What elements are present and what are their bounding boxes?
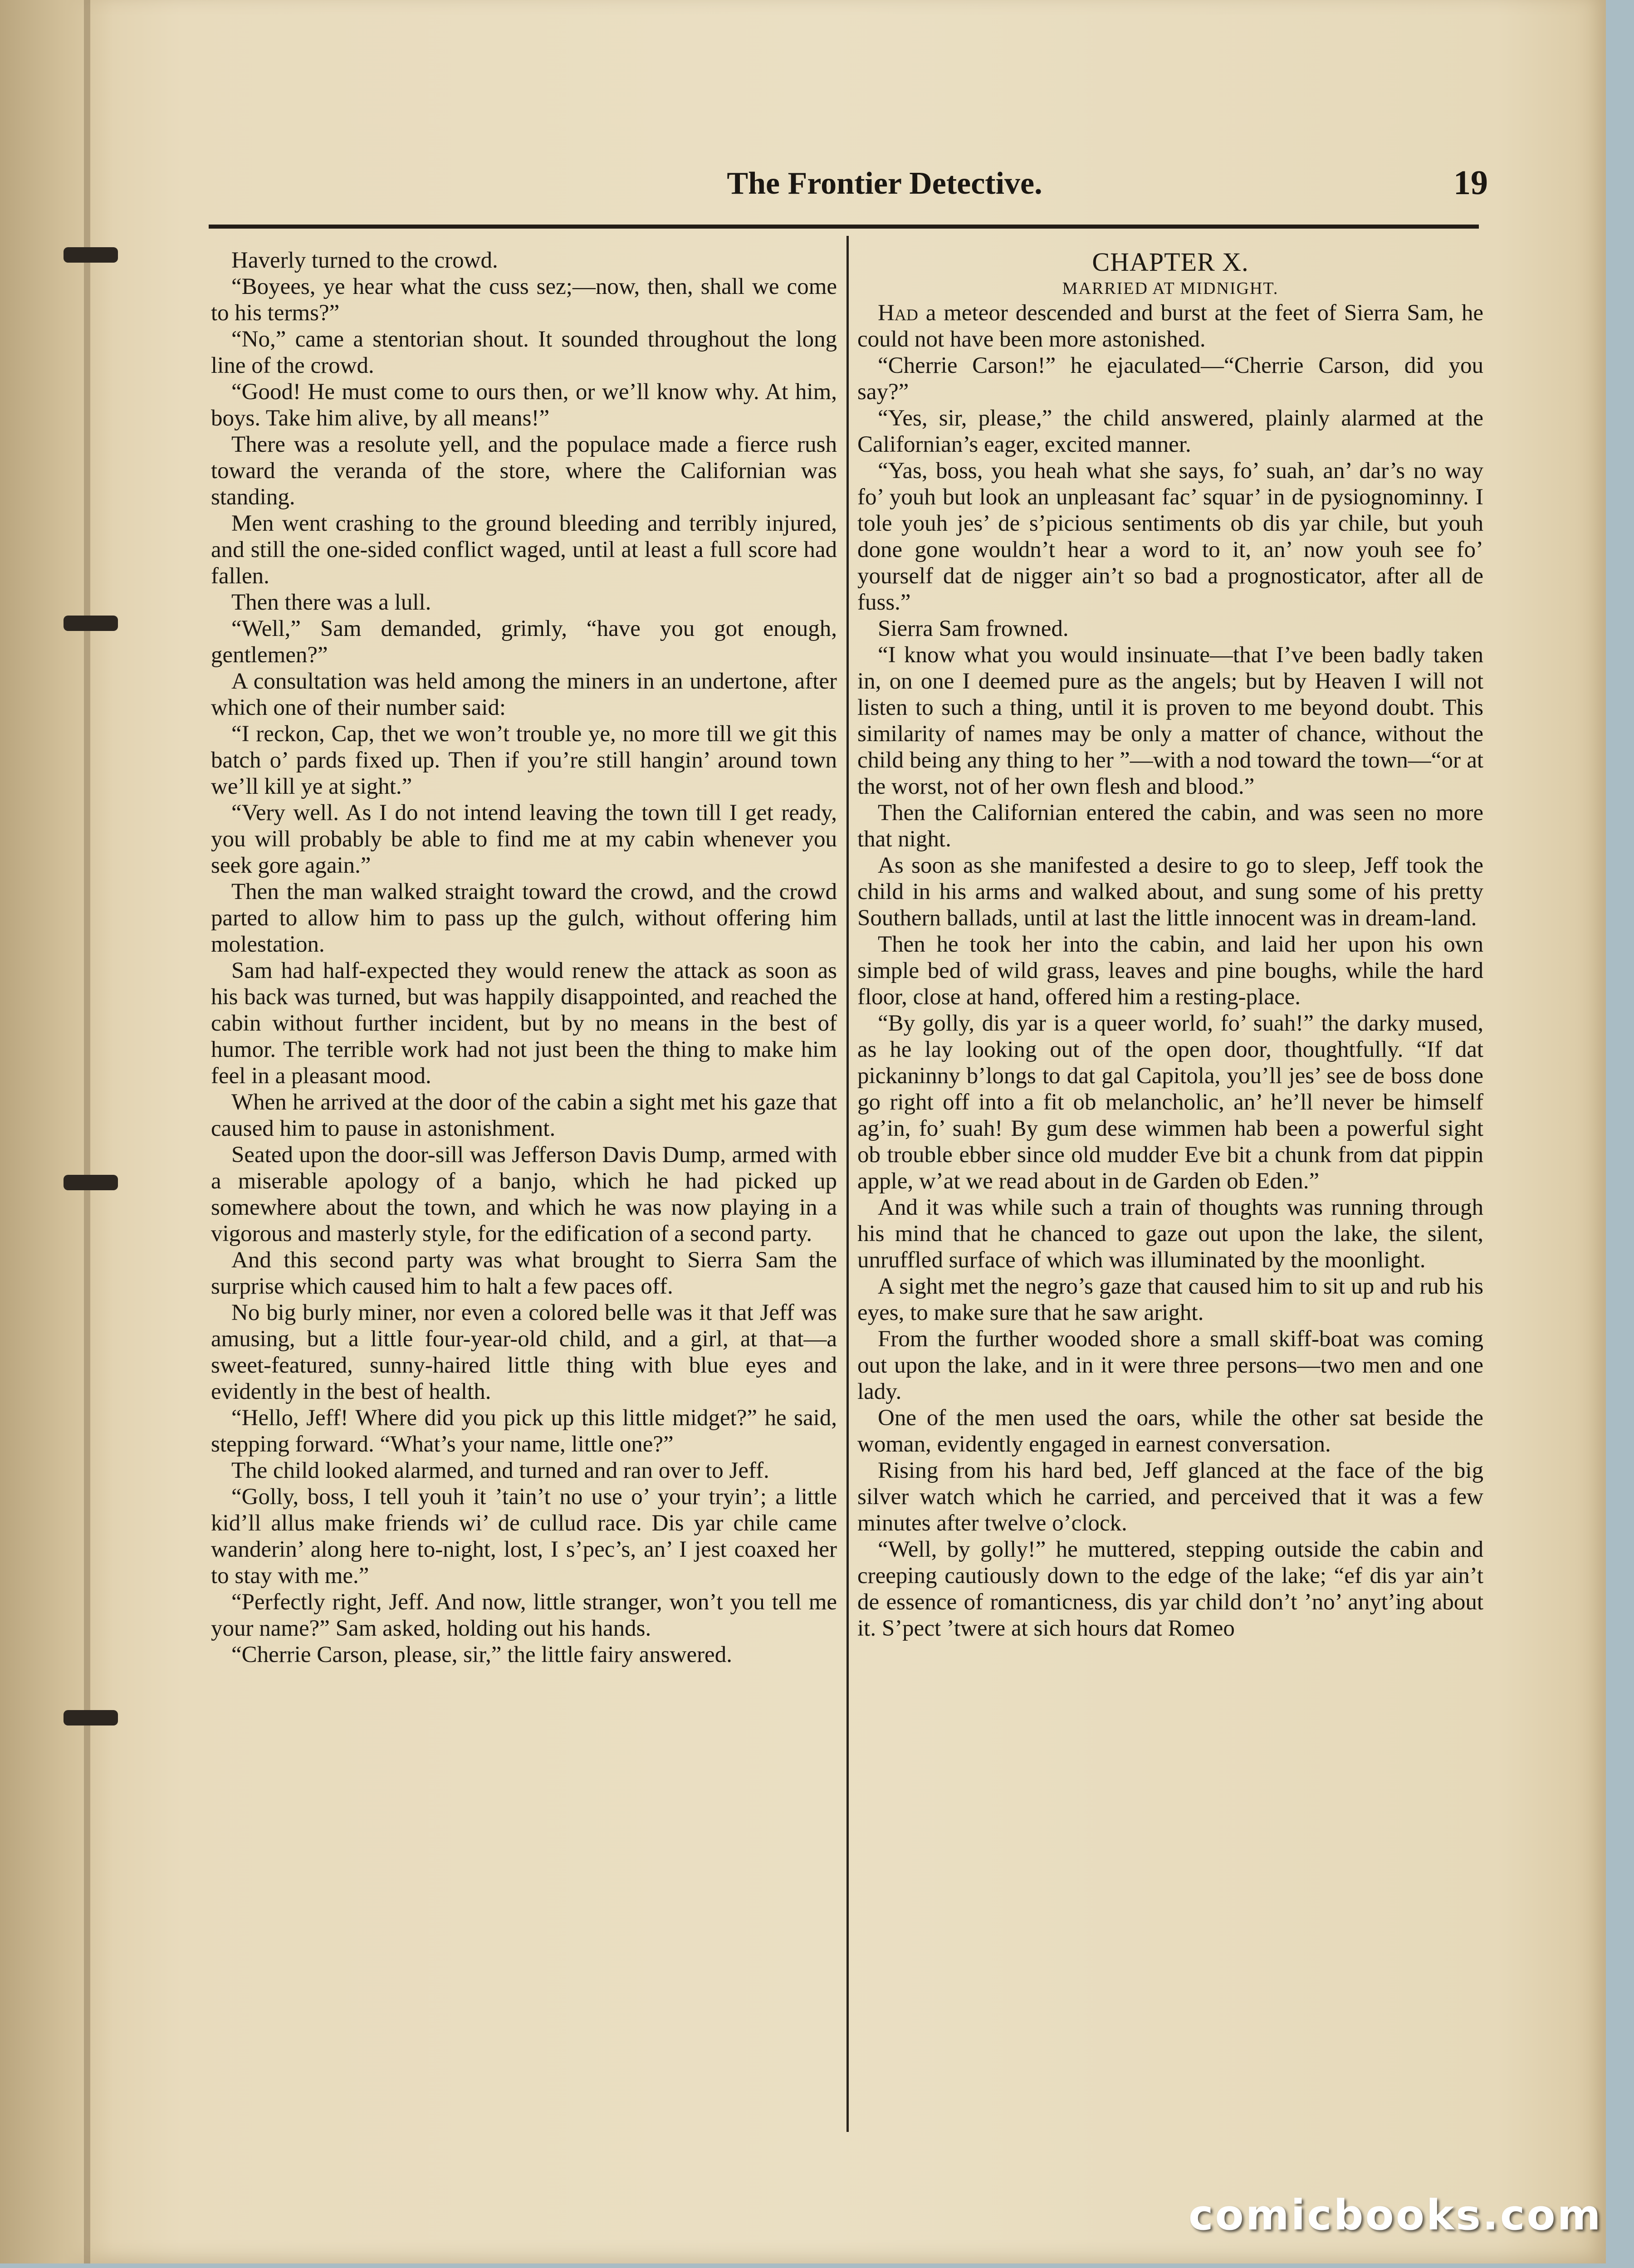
paragraph: Sierra Sam frowned.	[878, 616, 1069, 641]
paragraph: One of the men used the oars, while the other sat beside the woman, evidently engaged in earnest conversation.	[857, 1405, 1483, 1457]
column-divider	[846, 236, 849, 2132]
staple-2	[64, 616, 118, 631]
binding-gutter	[0, 0, 113, 2263]
watermark-text: comicbooks.com	[1189, 2191, 1603, 2239]
page-number: 19	[1453, 164, 1488, 202]
paragraph: “Well, by golly!” he muttered, stepping outside the cabin and creeping cautiously down to the edge of the lake; “ef dis yar ain’t de essence of romanticness, dis yar child don’t ’no’ anyt’ing about it. S’pect ’twere at sich hours dat Romeo	[857, 1537, 1483, 1641]
opening-word: Had	[878, 300, 918, 326]
binding-fold	[84, 0, 90, 2263]
paragraph: “I reckon, Cap, thet we won’t trouble ye, no more till we git this batch o’ pards fixed up. Then if you’re still hangin’ around town we’ll kill ye at sight.”	[211, 721, 837, 799]
left-column	[211, 247, 837, 1668]
paragraph: “Yes, sir, please,” the child answered, plainly alarmed at the Californian’s eager, excited manner.	[857, 406, 1483, 457]
staple-4	[64, 1710, 118, 1725]
paragraph: And it was while such a train of thoughts was running through his mind that he chanced to gaze out upon the lake, the silent, unruffled surface of which was illuminated by the moonlight.	[857, 1195, 1483, 1273]
paragraph: “By golly, dis yar is a queer world, fo’ suah!” the darky mused, as he lay looking out of the open door, thoughtfully. “If dat pickaninny b’longs to dat gal Capitola, you’ll jes’ see de boss done go right off into a fit ob melancholic, an’ he’ll never be himself ag’in, fo’ suah! By gum dese wimmen hab been a powerful sight ob trouble ebber since old mudder Eve bit a chunk from dat pippin apple, w’at we read about in de Garden ob Eden.”	[857, 1011, 1483, 1194]
opening-text: a meteor descended and burst at the feet of Sierra Sam, he could not have been more astonished.	[857, 300, 1483, 352]
paragraph: Men went crashing to the ground bleeding and terribly injured, and still the one-sided conflict waged, until at least a full score had fallen.	[211, 511, 837, 589]
chapter-opening-paragraph	[857, 300, 1483, 352]
chapter-subtitle: MARRIED AT MIDNIGHT.	[1062, 279, 1279, 298]
staple-3	[64, 1175, 118, 1190]
paragraph: “Boyees, ye hear what the cuss sez;—now, then, shall we come to his terms?”	[211, 274, 837, 326]
paragraph: “Well,” Sam demanded, grimly, “have you got enough, gentlemen?”	[211, 616, 837, 668]
paragraph: Then he took her into the cabin, and laid her upon his own simple bed of wild grass, leaves and pine boughs, while the hard floor, close at hand, offered him a resting-place.	[857, 932, 1483, 1010]
paragraph: Rising from his hard bed, Jeff glanced at the face of the big silver watch which he carried, and perceived that it was a few minutes after twelve o’clock.	[857, 1458, 1483, 1536]
paragraph: “Very well. As I do not intend leaving the town till I get ready, you will probably be able to find me at my cabin whenever you seek gore again.”	[211, 800, 837, 878]
chapter-heading: CHAPTER X.	[1092, 247, 1249, 277]
paragraph: There was a resolute yell, and the populace made a fierce rush toward the veranda of the store, where the Californian was standing.	[211, 432, 837, 510]
paragraph: When he arrived at the door of the cabin a sight met his gaze that caused him to pause in astonishment.	[211, 1090, 837, 1141]
paragraph: A consultation was held among the miners in an undertone, after which one of their number said:	[211, 669, 837, 720]
paragraph: “Good! He must come to ours then, or we’ll know why. At him, boys. Take him alive, by all means!”	[211, 379, 837, 431]
paragraph: And this second party was what brought to Sierra Sam the surprise which caused him to halt a few paces off.	[211, 1247, 837, 1299]
paragraph: Seated upon the door-sill was Jefferson Davis Dump, armed with a miserable apology of a banjo, which he had picked up somewhere about the town, and which he was now playing in a vigorous and masterly style, for the edification of a second party.	[211, 1142, 837, 1246]
right-column	[857, 247, 1483, 1642]
paragraph: Then the man walked straight toward the crowd, and the crowd parted to allow him to pass up the gulch, without offering him molestation.	[211, 879, 837, 957]
paragraph: Then the Californian entered the cabin, and was seen no more that night.	[857, 800, 1483, 852]
paragraph: Sam had half-expected they would renew the attack as soon as his back was turned, but was happily disappointed, and reached the cabin without further incident, but by no means in the best of humor. The terrible work had not just been the thing to make him feel in a pleasant mood.	[211, 958, 837, 1089]
paragraph: The child looked alarmed, and turned and ran over to Jeff.	[231, 1458, 769, 1483]
paragraph: Then there was a lull.	[231, 590, 431, 615]
paragraph: “Yas, boss, you heah what she says, fo’ suah, an’ dar’s no way fo’ youh but look an unpleasant fac’ squar’ in de pysiognominny. I tole youh jes’ de s’picious sentiments ob dis yar chile, but youh done gone wouldn’t hear a word to it, an’ now youh see fo’ yourself dat de nigger ain’t so bad a prognosticator, after all de fuss.”	[857, 458, 1483, 615]
paragraph: “I know what you would insinuate—that I’ve been badly taken in, on one I deemed pure as the angels; but by Heaven I will not listen to such a thing, until it is proven to me beyond doubt. This similarity of names may be only a matter of chance, without the child being any thing to her ”—with a nod toward the town—“or at the worst, not of her own flesh and blood.”	[857, 642, 1483, 799]
paragraph: From the further wooded shore a small skiff-boat was coming out upon the lake, and in it were three persons—two men and one lady.	[857, 1326, 1483, 1404]
staple-1	[64, 247, 118, 263]
paragraph: “Hello, Jeff! Where did you pick up this little midget?” he said, stepping forward. “What’s your name, little one?”	[211, 1405, 837, 1457]
paragraph: “Golly, boss, I tell youh it ’tain’t no use o’ your tryin’; a little kid’ll allus make friends wi’ de cullud race. Dis yar chile came wanderin’ along here to-night, lost, I s’pec’s, an’ I jest coaxed her to stay with me.”	[211, 1484, 837, 1589]
header-rule	[209, 225, 1479, 229]
paragraph: No big burly miner, nor even a colored belle was it that Jeff was amusing, but a little four-year-old child, and a girl, at that—a sweet-featured, sunny-haired little thing with blue eyes and evidently in the best of health.	[211, 1300, 837, 1404]
paragraph: “Cherrie Carson, please, sir,” the little fairy answered.	[231, 1642, 732, 1667]
paragraph: Haverly turned to the crowd.	[231, 248, 498, 273]
paragraph: A sight met the negro’s gaze that caused him to sit up and rub his eyes, to make sure that he saw aright.	[857, 1274, 1483, 1325]
paragraph: “Cherrie Carson!” he ejaculated—“Cherrie Carson, did you say?”	[857, 353, 1483, 405]
paragraph: As soon as she manifested a desire to go to sleep, Jeff took the child in his arms and walked about, and sung some of his pretty Southern ballads, until at last the little innocent was in dream-land.	[857, 853, 1483, 931]
running-header-title: The Frontier Detective.	[727, 166, 1042, 201]
paragraph: “Perfectly right, Jeff. And now, little stranger, won’t you tell me your name?” Sam asked, holding out his hands.	[211, 1589, 837, 1641]
paragraph: “No,” came a stentorian shout. It sounded throughout the long line of the crowd.	[211, 327, 837, 378]
